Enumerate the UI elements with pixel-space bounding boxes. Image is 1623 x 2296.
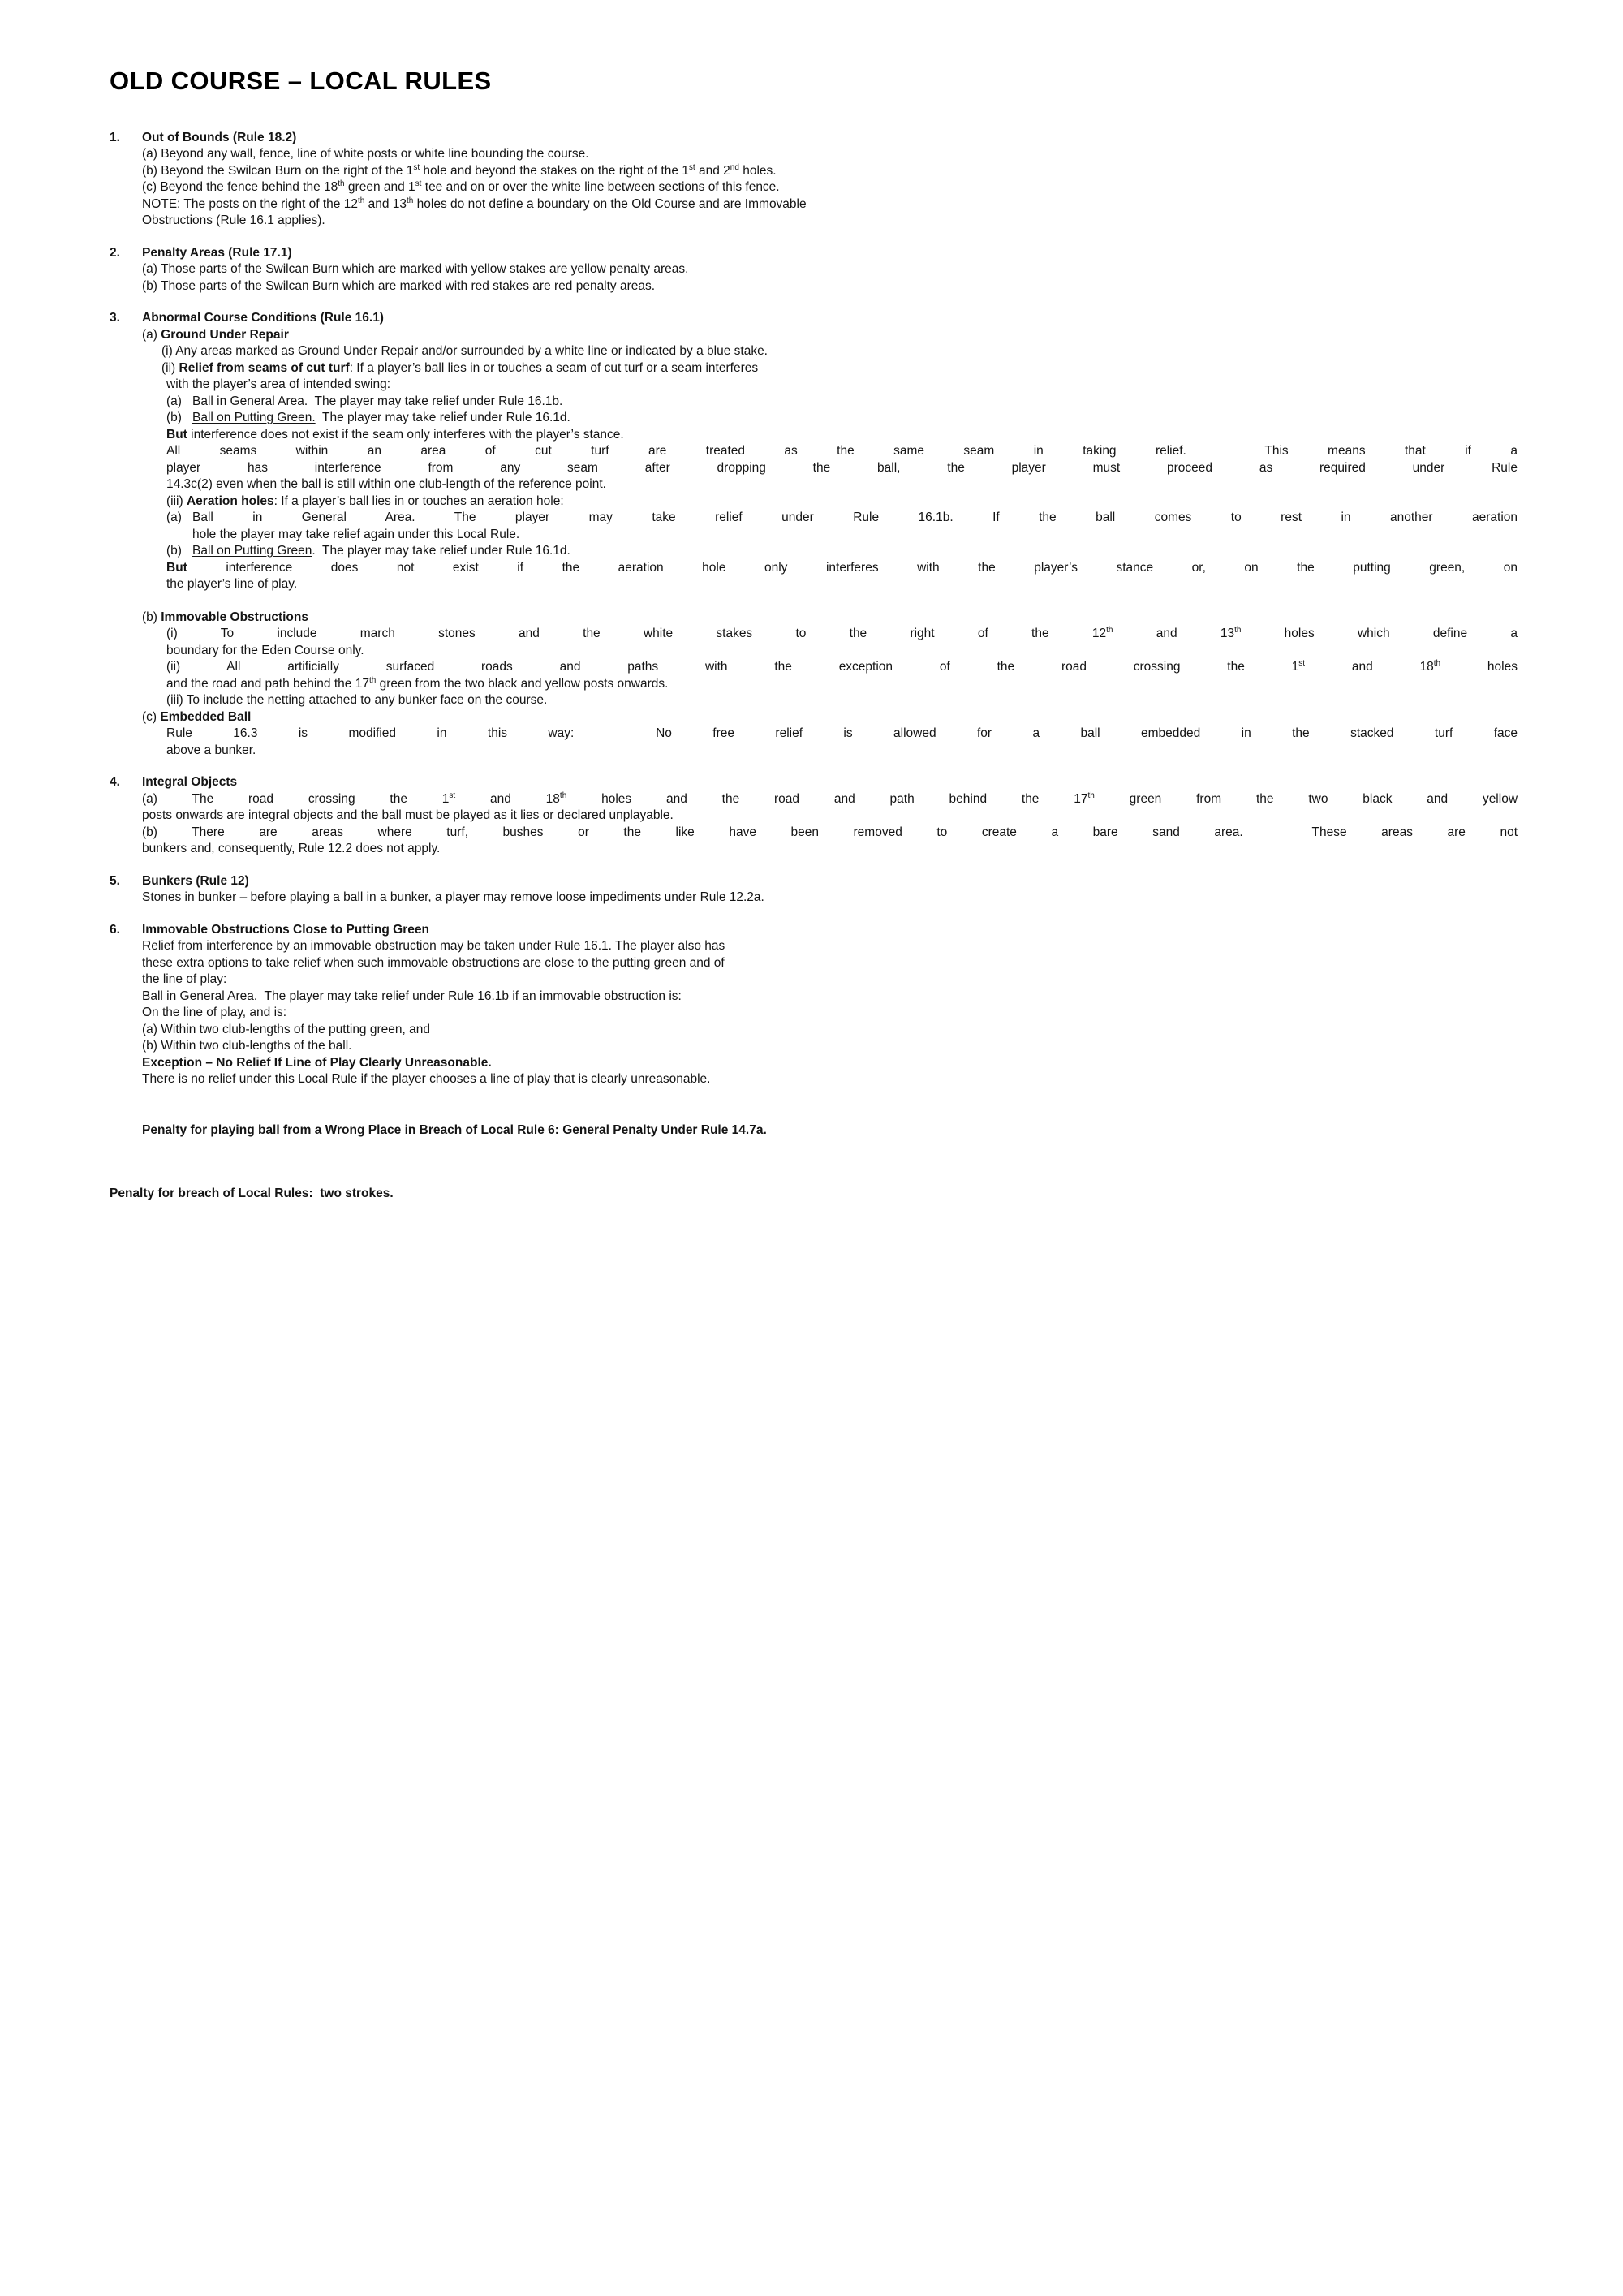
section-heading: Out of Bounds (Rule 18.2) <box>142 130 297 144</box>
section-number: 2. <box>110 245 120 260</box>
rule-line: Rule 16.3 is modified in this way: No free relief is allowed for a ball embedded in the stacked turf face <box>166 726 1518 741</box>
rule-line: the line of play: <box>142 972 227 987</box>
rule-line: Obstructions (Rule 16.1 applies). <box>142 213 325 228</box>
rule-section <box>110 922 1518 1088</box>
rule-line: Relief from interference by an immovable obstruction may be taken under Rule 16.1. The player also has <box>142 939 725 954</box>
section-content <box>142 310 1518 759</box>
rule-line: (b) Ball on Putting Green. The player may take relief under Rule 16.1d. <box>166 544 570 558</box>
section-number: 4. <box>110 775 120 790</box>
section-content <box>142 130 1518 230</box>
section-content <box>142 245 1518 295</box>
rule-line: (iii) Aeration holes: If a player’s ball lies in or touches an aeration hole: <box>166 493 564 508</box>
rule-line: (b) Ball on Putting Green. The player may take relief under Rule 16.1d. <box>166 411 570 425</box>
rules-list <box>110 130 1518 1088</box>
section-heading: Abnormal Course Conditions (Rule 16.1) <box>142 311 384 325</box>
section-number: 6. <box>110 922 120 937</box>
section-heading: Penalty Areas (Rule 17.1) <box>142 245 292 260</box>
rule-line: (ii) Relief from seams of cut turf: If a player’s ball lies in or touches a seam of cut turf or a seam interferes <box>161 360 759 375</box>
rule-section <box>110 130 1518 230</box>
rule-line: 14.3c(2) even when the ball is still within one club-length of the reference point. <box>166 477 606 492</box>
rule-line: bunkers and, consequently, Rule 12.2 does not apply. <box>142 842 441 856</box>
rule-line: posts onwards are integral objects and the ball must be played as it lies or declared unplayable. <box>142 808 674 823</box>
section-body <box>142 327 1518 760</box>
section-body <box>142 938 1518 1088</box>
rule-line: (i) Any areas marked as Ground Under Repair and/or surrounded by a white line or indicated by a blue stake. <box>161 344 768 359</box>
rule-line: On the line of play, and is: <box>142 1006 287 1020</box>
section-heading: Bunkers (Rule 12) <box>142 873 249 888</box>
rule-section <box>110 245 1518 295</box>
rule-line: these extra options to take relief when such immovable obstructions are close to the putting green and of <box>142 955 725 970</box>
rule-line: (b) There are areas where turf, bushes or the like have been removed to create a bare sand area. These areas are not <box>142 825 1518 839</box>
rule-line: (a) The road crossing the 1st and 18th holes and the road and path behind the 17th green from the two black and yellow <box>142 790 1518 806</box>
rule-line: Exception – No Relief If Line of Play Clearly Unreasonable. <box>142 1055 492 1070</box>
section-number: 5. <box>110 873 120 888</box>
rule-line: player has interference from any seam after dropping the ball, the player must proceed as required under Rule <box>166 460 1518 475</box>
rule-section <box>110 310 1518 759</box>
rule-line: (c) Embedded Ball <box>142 709 252 724</box>
rule-line: (a) Those parts of the Swilcan Burn which are marked with yellow stakes are yellow penalty areas. <box>142 262 689 277</box>
section-content <box>142 774 1518 858</box>
section-body <box>142 261 1518 295</box>
rule-line: (c) Beyond the fence behind the 18th green and 1st tee and on or over the white line between sections of this fence. <box>142 179 780 195</box>
rule-line: above a bunker. <box>166 743 256 757</box>
rule-line: (a) Ball in General Area. The player may take relief under Rule 16.1b. <box>166 394 563 408</box>
rule-line: Ball in General Area. The player may take relief under Rule 16.1b if an immovable obstruction is: <box>142 989 682 1003</box>
rule-line: But interference does not exist if the seam only interferes with the player’s stance. <box>166 427 624 442</box>
rule-section <box>110 774 1518 858</box>
section-number: 3. <box>110 311 120 325</box>
rule-line: (i) To include march stones and the white stakes to the right of the 12th and 13th holes which define a <box>166 625 1518 641</box>
rule-line: the player’s line of play. <box>166 577 298 592</box>
rule-line: NOTE: The posts on the right of the 12th and 13th holes do not define a boundary on the Old Course and are Immovable <box>142 196 807 211</box>
section-body <box>142 146 1518 230</box>
penalty-local-rule-6: Penalty for playing ball from a Wrong Place in Breach of Local Rule 6: General Penalty Under Rule 14.7a. <box>142 1122 767 1137</box>
rule-line: (b) Beyond the Swilcan Burn on the right of the 1st hole and beyond the stakes on the right of the 1st and 2nd holes. <box>142 162 777 178</box>
rule-line: (b) Immovable Obstructions <box>142 610 308 624</box>
section-content <box>142 922 1518 1088</box>
rule-line: (b) Those parts of the Swilcan Burn which are marked with red stakes are red penalty areas. <box>142 278 656 293</box>
rule-line: All seams within an area of cut turf are treated as the same seam in taking relief. This means that if a <box>166 444 1518 459</box>
rule-line: (ii) All artificially surfaced roads and paths with the exception of the road crossing the 1st and 18th holes <box>166 658 1518 674</box>
rule-line: with the player’s area of intended swing: <box>166 377 391 392</box>
rule-line: (a) Within two club-lengths of the putting green, and <box>142 1022 430 1036</box>
rule-line: Stones in bunker – before playing a ball in a bunker, a player may remove loose impediments under Rule 12.2a. <box>142 890 764 905</box>
rule-line: There is no relief under this Local Rule if the player chooses a line of play that is clearly unreasonable. <box>142 1072 711 1087</box>
rule-line: (iii) To include the netting attached to any bunker face on the course. <box>166 693 548 708</box>
section-body <box>142 890 1518 907</box>
rule-section <box>110 873 1518 907</box>
section-body <box>142 791 1518 858</box>
rule-line: hole the player may take relief again under this Local Rule. <box>192 527 520 541</box>
section-heading: Integral Objects <box>142 775 238 790</box>
section-number: 1. <box>110 130 120 144</box>
document-title: OLD COURSE – LOCAL RULES <box>110 67 492 95</box>
section-content <box>142 873 1518 907</box>
rule-line: But interference does not exist if the aeration hole only interferes with the player’s stance or, on the putting green, on <box>166 560 1518 575</box>
penalty-breach: Penalty for breach of Local Rules: two strokes. <box>110 1187 394 1201</box>
rule-line: boundary for the Eden Course only. <box>166 643 364 657</box>
rule-line: and the road and path behind the 17th green from the two black and yellow posts onwards. <box>166 675 669 691</box>
rule-line: (b) Within two club-lengths of the ball. <box>142 1039 352 1053</box>
section-heading: Immovable Obstructions Close to Putting Green <box>142 922 429 937</box>
rule-line: (a) Beyond any wall, fence, line of white posts or white line bounding the course. <box>142 147 589 162</box>
rule-line: (a) Ball in General Area. The player may take relief under Rule 16.1b. If the ball comes to rest in another aeration <box>166 510 1518 525</box>
rule-line: (a) Ground Under Repair <box>142 327 289 342</box>
